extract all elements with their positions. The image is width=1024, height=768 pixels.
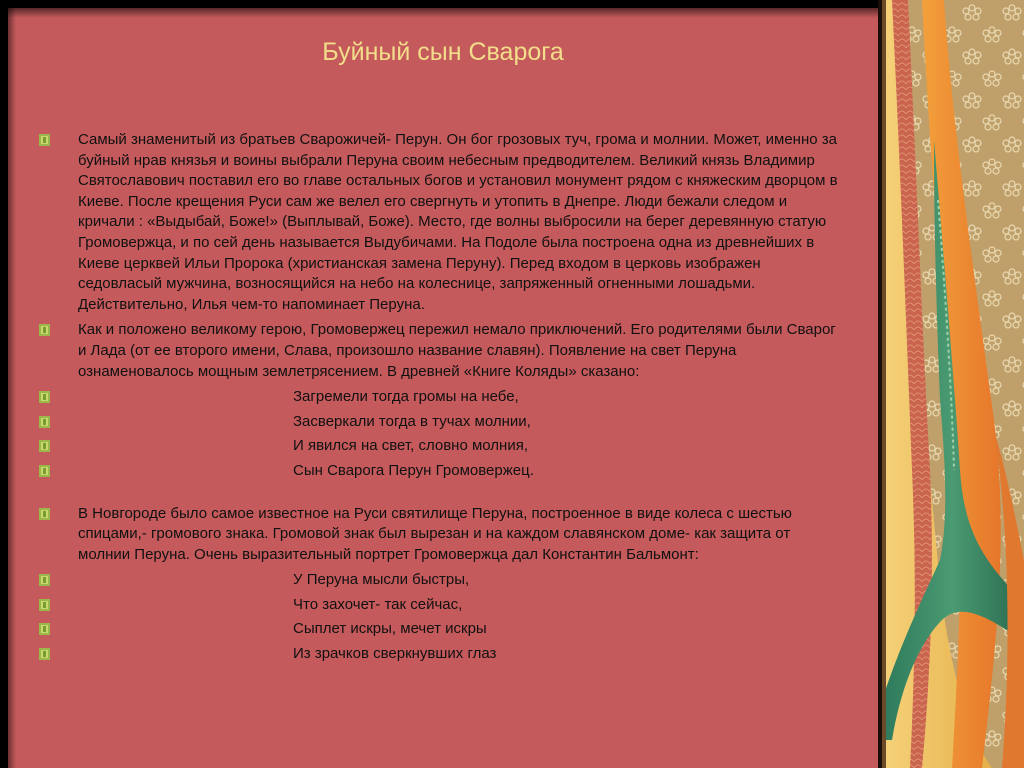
list-item [36, 461, 846, 482]
square-bullet-icon [39, 134, 50, 146]
square-bullet-icon [39, 508, 50, 520]
list-item [36, 412, 846, 433]
verse-line: Сын Сварога Перун Громовержец. [293, 461, 534, 479]
square-bullet-icon [39, 416, 50, 428]
list-item [36, 570, 846, 591]
list-item [36, 644, 846, 665]
square-bullet-icon [39, 648, 50, 660]
square-bullet-icon [39, 440, 50, 452]
paragraph-text: Как и положено великому герою, Громовержец пережил немало приключений. Его родителями были Сварог и Лада (от ее второго имени, Слава, произошло название славян). Появление на свет Перуна ознаменовалось мощным землетрясением. В древней «Книге Коляды» сказано: [78, 321, 836, 380]
list-item [36, 320, 846, 382]
list-item [36, 130, 846, 315]
square-bullet-icon [39, 391, 50, 403]
paragraph-text: Самый знаменитый из братьев Сварожичей- Перун. Он бог грозовых туч, грома и молнии. Может, именно за буйный нрав князья и воины выбрали Перуна своим небесным предводителем. Великий князь Владимир Святославович поставил его во главе остальных богов и установил монумент рядом с княжеским дворцом в Киеве. После крещения Руси сам же велел его свергнуть и утопить в Днепре. Люди бежали следом и кричали : «Выдыбай, Боже!» (Выплывай, Боже). Место, где волны выбросили на берег деревянную статую Громовержца, и по сей день называется Выдубичами. На Подоле была построена одна из древнейших в Киеве церквей Ильи Пророка (христианская замена Перуну). Перед входом в церковь изображен седовласый мужчина, возносящийся на небо на колеснице, запряженный огненными лошадьми. Действительно, Илья чем-то напоминает Перуна. [78, 131, 838, 313]
verse-line: Из зрачков сверкнувших глаз [293, 645, 497, 663]
square-bullet-icon [39, 599, 50, 611]
square-bullet-icon [39, 623, 50, 635]
list-item [36, 595, 846, 616]
square-bullet-icon [39, 574, 50, 586]
paragraph-text: В Новгороде было самое известное на Руси святилище Перуна, построенное в виде колеса с шестью спицами,- громового знака. Громовой знак был вырезан и на каждом славянском доме- как защита от молнии Перуна. Очень выразительный портрет Громовержца дал Константин Бальмонт: [78, 504, 792, 563]
list-item [36, 436, 846, 457]
square-bullet-icon [39, 324, 50, 336]
verse-line: Загремели тогда громы на небе, [293, 388, 519, 406]
decorative-side-panel [882, 0, 1024, 768]
square-bullet-icon [39, 465, 50, 477]
bullet-list [36, 130, 846, 669]
verse-line: Сыплет искры, мечет искры [293, 620, 487, 638]
verse-line: И явился на свет, словно молния, [293, 437, 528, 455]
list-item [36, 504, 846, 566]
verse-line: Засверкали тогда в тучах молнии, [293, 412, 531, 430]
verse-line: Что захочет- так сейчас, [293, 595, 463, 613]
list-item [36, 387, 846, 408]
verse-line: У Перуна мысли быстры, [293, 571, 470, 589]
list-item [36, 619, 846, 640]
slide-title: Буйный сын Сварога [322, 38, 564, 66]
